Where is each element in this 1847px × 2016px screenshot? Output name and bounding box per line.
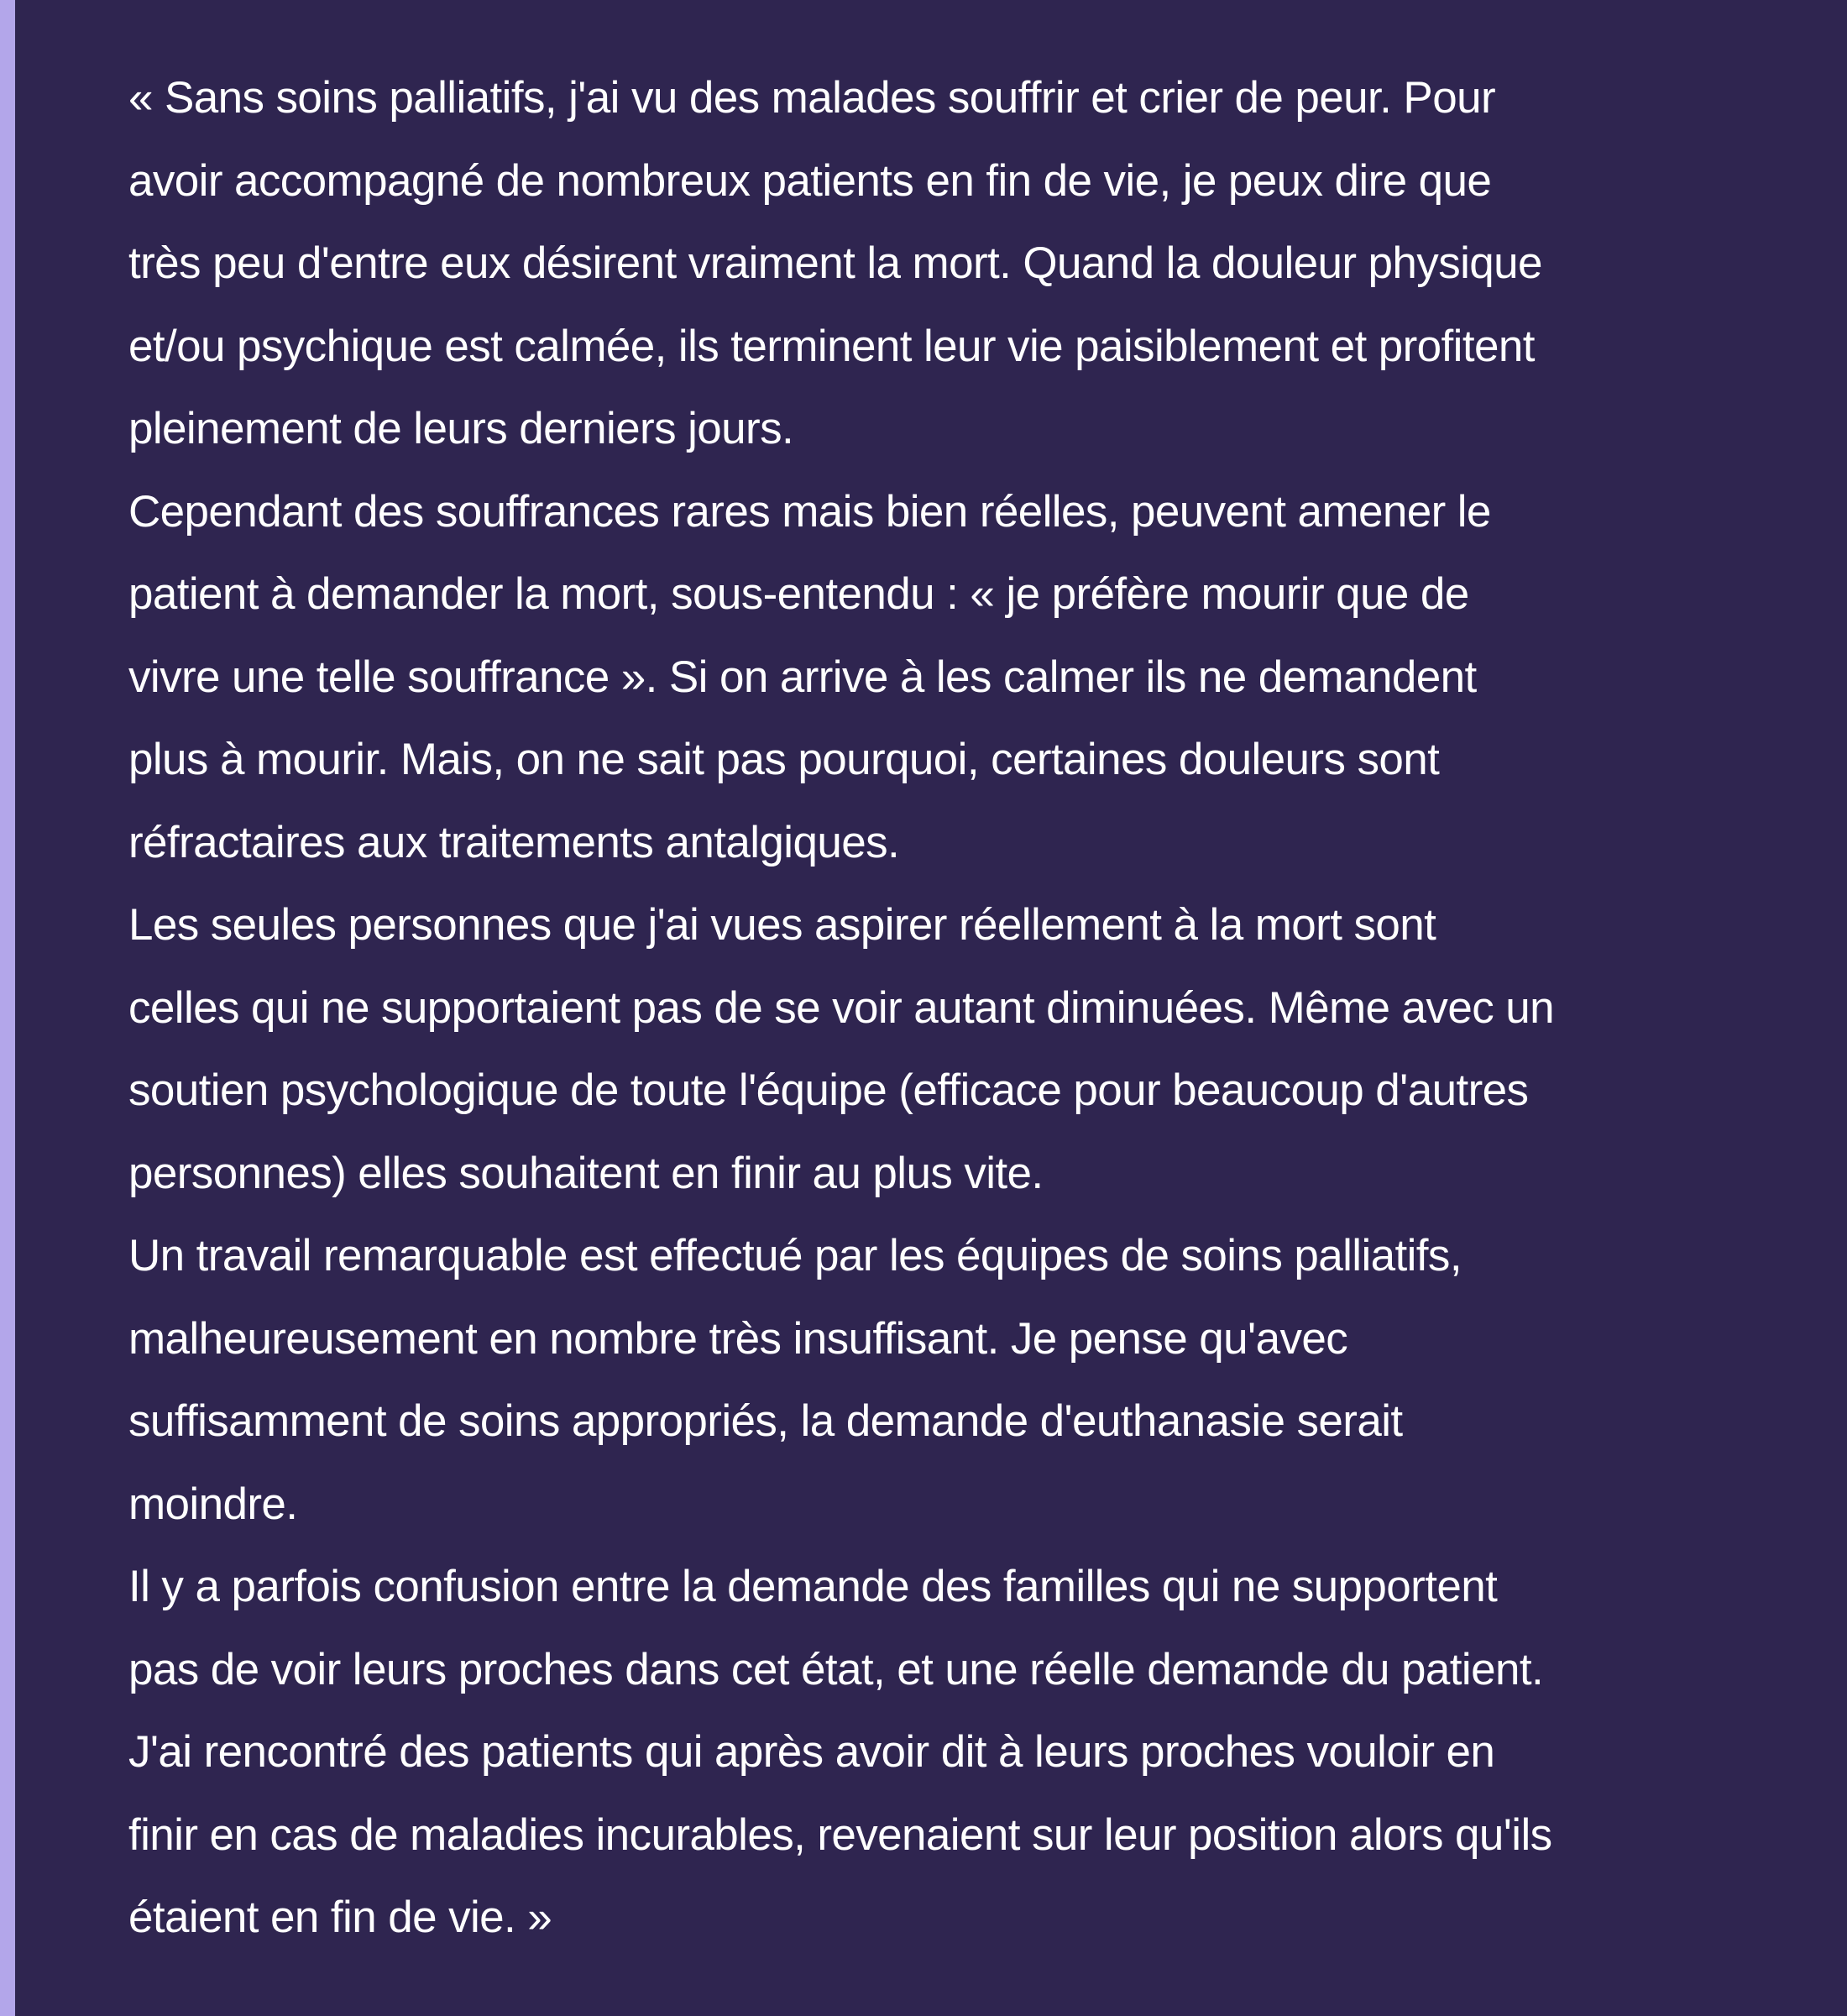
quote-paragraph <box>128 1215 1774 1546</box>
quote-text <box>128 57 1774 1960</box>
quote-line: étaient en fin de vie. » <box>128 1893 552 1942</box>
quote-line: plus à mourir. Mais, on ne sait pas pourquoi, certaines douleurs sont <box>128 735 1440 784</box>
quote-line: celles qui ne supportaient pas de se voir autant diminuées. Même avec un <box>128 982 1554 1033</box>
quote-paragraph <box>128 57 1774 471</box>
quote-line: avoir accompagné de nombreux patients en fin de vie, je peux dire que <box>128 155 1492 206</box>
quote-line: patient à demander la mort, sous-entendu : « je préfère mourir que de <box>128 569 1469 619</box>
quote-accent-bar <box>0 0 15 2016</box>
quote-line: et/ou psychique est calmée, ils terminent leur vie paisiblement et profitent <box>128 321 1535 371</box>
quote-line: suffisamment de soins appropriés, la demande d'euthanasie serait <box>128 1396 1403 1446</box>
quote-line: malheureusement en nombre très insuffisant. Je pense qu'avec <box>128 1313 1348 1364</box>
quote-line: soutien psychologique de toute l'équipe (efficace pour beaucoup d'autres <box>128 1066 1529 1115</box>
quote-line: Un travail remarquable est effectué par les équipes de soins palliatifs, <box>128 1231 1462 1280</box>
quote-line: Il y a parfois confusion entre la demande des familles qui ne supportent <box>128 1562 1498 1611</box>
quote-line: Cependant des souffrances rares mais bien réelles, peuvent amener le <box>128 486 1491 537</box>
quote-line: pleinement de leurs derniers jours. <box>128 404 794 453</box>
quote-line: finir en cas de maladies incurables, revenaient sur leur position alors qu'ils <box>128 1809 1552 1860</box>
quote-panel <box>15 0 1847 2016</box>
quote-line: pas de voir leurs proches dans cet état, et une réelle demande du patient. <box>128 1644 1544 1694</box>
quote-line: réfractaires aux traitements antalgiques. <box>128 817 900 867</box>
quote-line: moindre. <box>128 1479 298 1529</box>
quote-line: J'ai rencontré des patients qui après avoir dit à leurs proches vouloir en <box>128 1727 1495 1777</box>
quote-paragraph <box>128 471 1774 885</box>
quote-line: vivre une telle souffrance ». Si on arrive à les calmer ils ne demandent <box>128 652 1477 702</box>
quote-line: très peu d'entre eux désirent vraiment la mort. Quand la douleur physique <box>128 238 1542 288</box>
quote-paragraph <box>128 1546 1774 1960</box>
quote-line: Les seules personnes que j'ai vues aspirer réellement à la mort sont <box>128 900 1436 950</box>
quote-line: « Sans soins palliatifs, j'ai vu des malades souffrir et crier de peur. Pour <box>128 73 1495 123</box>
quote-line: personnes) elles souhaitent en finir au plus vite. <box>128 1148 1044 1198</box>
quote-paragraph <box>128 884 1774 1215</box>
